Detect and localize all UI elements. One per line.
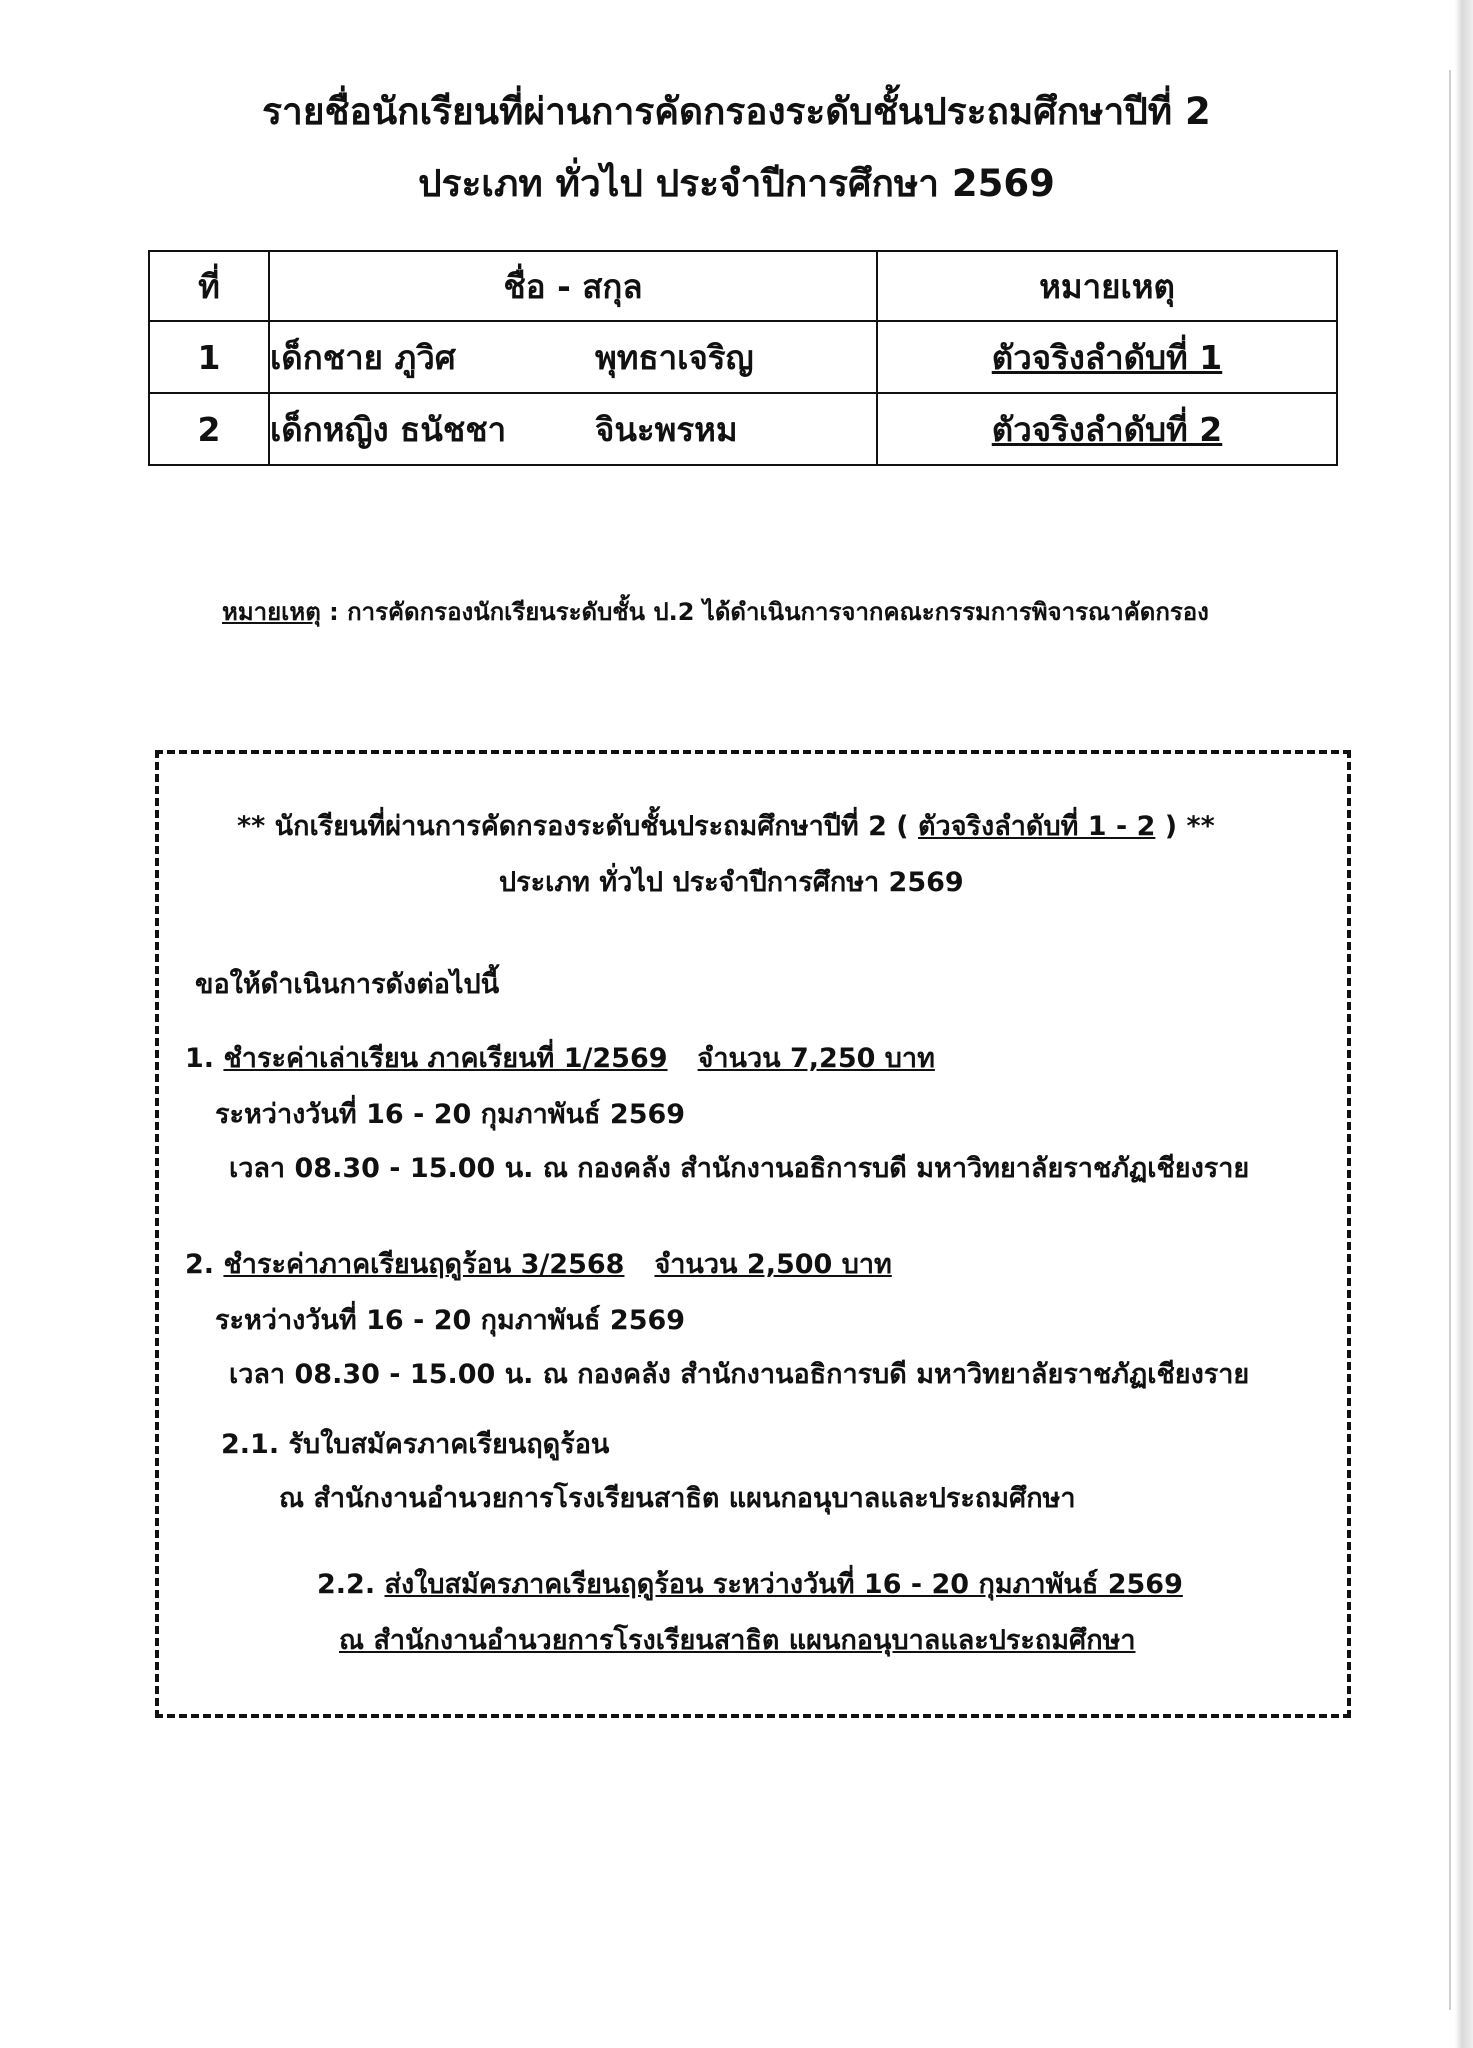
item1-period: ระหว่างวันที่ 16 - 20 กุมภาพันธ์ 2569 (215, 1099, 686, 1130)
row-remark (877, 321, 1337, 393)
item1-amount: จำนวน 7,250 บาท (697, 1043, 935, 1074)
notice-heading-suffix: ) ** (1155, 811, 1215, 842)
item2-number: 2. (185, 1249, 224, 1280)
notice-subheading: ประเภท ทั่วไป ประจำปีการศึกษา 2569 (499, 867, 964, 898)
item22-number: 2.2. (317, 1569, 385, 1600)
remark-text: ตัวจริงลำดับที่ 2 (991, 409, 1223, 449)
given-name: เด็กชาย ภูวิศ (270, 337, 456, 377)
table-row (149, 321, 1337, 393)
item2-heading (185, 1242, 892, 1285)
item21-line2: ณ สำนักงานอำนวยการโรงเรียนสาธิต แผนกอนุบาลและประถมศึกษา (279, 1483, 1076, 1514)
item2-label: ชำระค่าภาคเรียนฤดูร้อน 3/2568 (223, 1249, 625, 1280)
item1-number: 1. (185, 1043, 224, 1074)
surname: พุทธาเจริญ (595, 337, 754, 377)
notice-heading-prefix: ** นักเรียนที่ผ่านการคัดกรองระดับชั้นประถมศึกษาปีที่ 2 ( (237, 811, 918, 842)
row-remark (877, 393, 1337, 465)
footnote-text: : การคัดกรองนักเรียนระดับชั้น ป.2 ได้ดำเนินการจากคณะกรรมการพิจารณาคัดกรอง (320, 598, 1209, 626)
item1-heading (185, 1036, 935, 1079)
item22-line1 (317, 1562, 1183, 1605)
surname: จินะพรหม (595, 409, 738, 449)
notice-box (155, 750, 1351, 1718)
remark-text: ตัวจริงลำดับที่ 1 (991, 337, 1223, 377)
row-no: 1 (149, 321, 269, 393)
item22-text: ส่งใบสมัครภาคเรียนฤดูร้อน ระหว่างวันที่ 16 - 20 กุมภาพันธ์ 2569 (384, 1569, 1183, 1600)
notice-heading-link: ตัวจริงลำดับที่ 1 - 2 (918, 811, 1156, 842)
item2-amount: จำนวน 2,500 บาท (654, 1249, 892, 1280)
table-row (149, 393, 1337, 465)
header-no: ที่ (149, 251, 269, 321)
student-table (148, 250, 1338, 466)
item21-line1: 2.1. รับใบสมัครภาคเรียนฤดูร้อน (221, 1429, 610, 1460)
item1-label: ชำระค่าเล่าเรียน ภาคเรียนที่ 1/2569 (223, 1043, 668, 1074)
row-name (269, 321, 877, 393)
row-name (269, 393, 877, 465)
page-subtitle: ประเภท ทั่วไป ประจำปีการศึกษา 2569 (418, 162, 1055, 205)
footnote-label: หมายเหตุ (222, 598, 321, 626)
page-edge-line (1449, 70, 1451, 2010)
notice-intro: ขอให้ดำเนินการดังต่อไปนี้ (195, 969, 500, 1000)
item2-place: เวลา 08.30 - 15.00 น. ณ กองคลัง สำนักงานอธิการบดี มหาวิทยาลัยราชภัฏเชียงราย (229, 1359, 1250, 1390)
notice-heading (237, 804, 1215, 847)
given-name: เด็กหญิง ธนัชชา (270, 409, 507, 449)
item22-line2: ณ สำนักงานอำนวยการโรงเรียนสาธิต แผนกอนุบาลและประถมศึกษา (339, 1625, 1136, 1656)
footnote (222, 592, 1209, 631)
header-remark: หมายเหตุ (877, 251, 1337, 321)
row-no: 2 (149, 393, 269, 465)
page-title: รายชื่อนักเรียนที่ผ่านการคัดกรองระดับชั้นประถมศึกษาปีที่ 2 (262, 90, 1211, 133)
item2-period: ระหว่างวันที่ 16 - 20 กุมภาพันธ์ 2569 (215, 1305, 686, 1336)
header-name: ชื่อ - สกุล (269, 251, 877, 321)
item1-place: เวลา 08.30 - 15.00 น. ณ กองคลัง สำนักงานอธิการบดี มหาวิทยาลัยราชภัฏเชียงราย (229, 1153, 1250, 1184)
table-header-row (149, 251, 1337, 321)
page-edge (1455, 0, 1473, 2048)
